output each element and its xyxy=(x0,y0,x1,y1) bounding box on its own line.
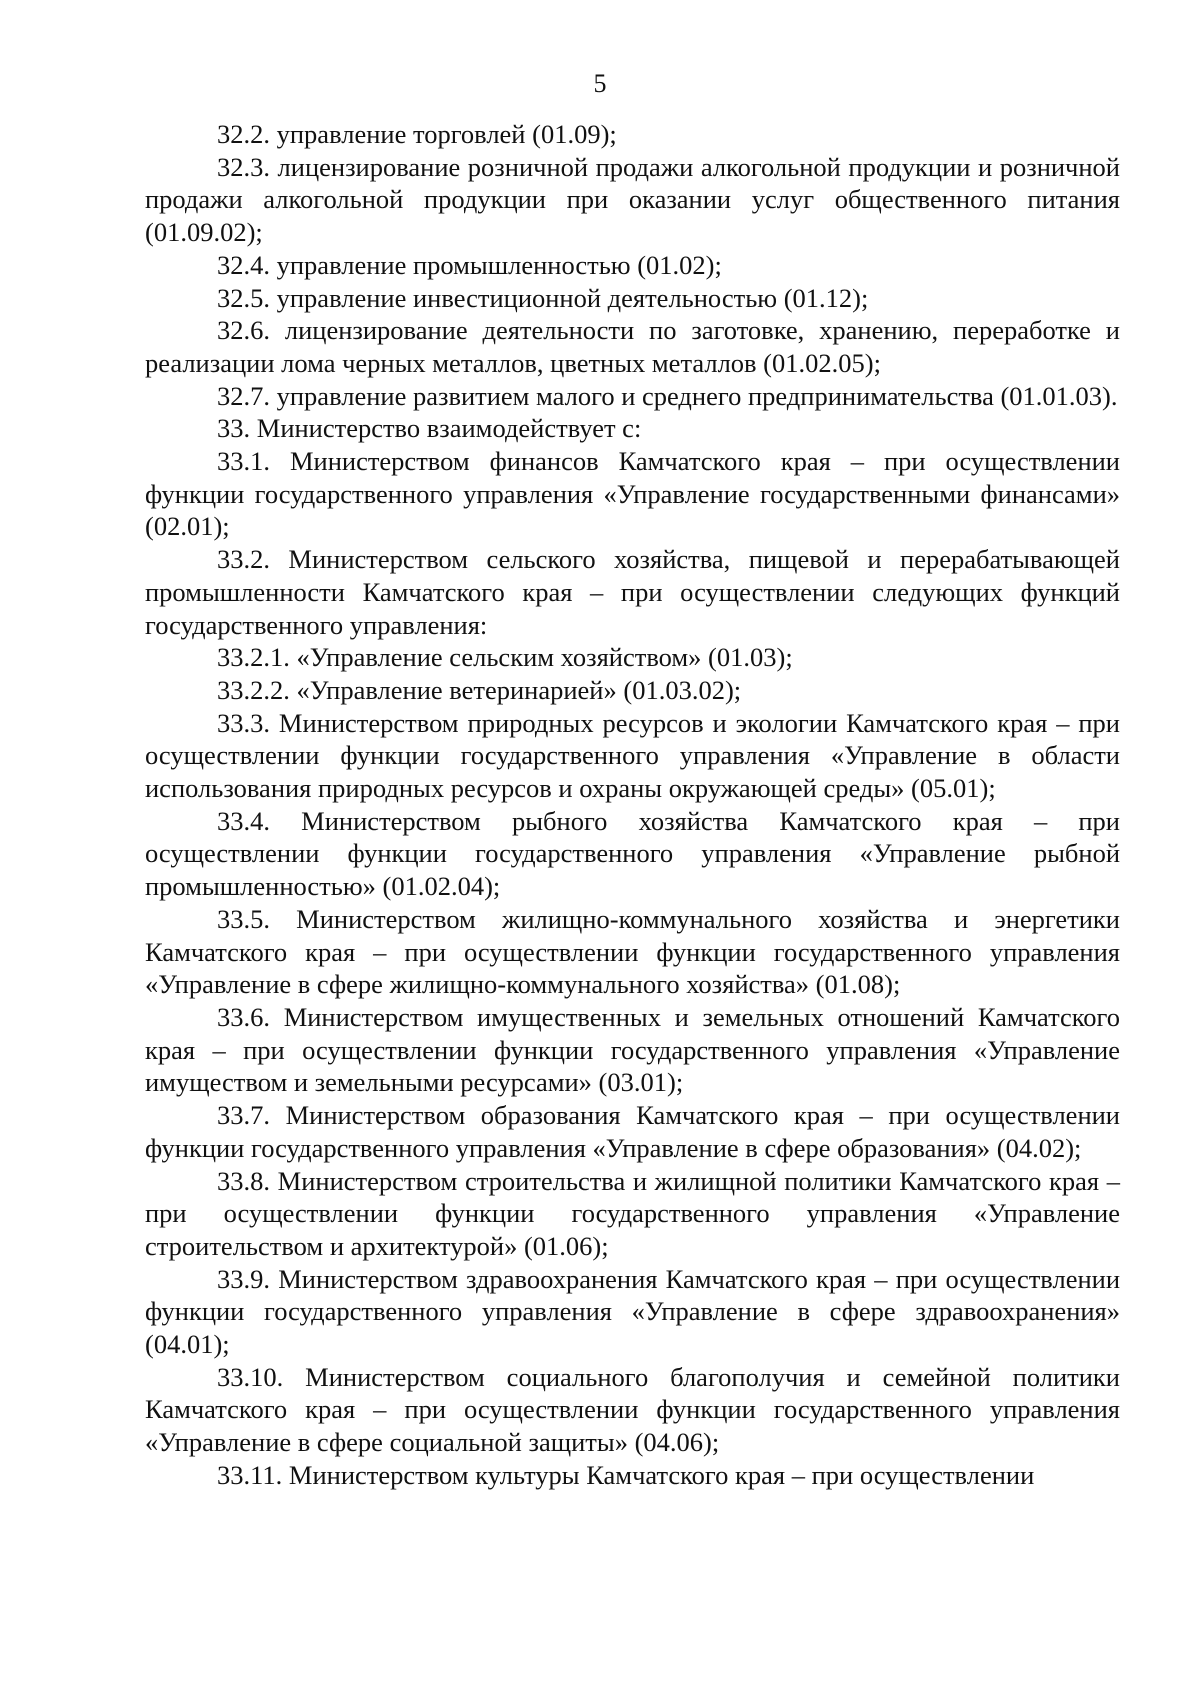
paragraph: 32.6. лицензирование деятельности по заготовке, хранению, переработке и реализации лома черных металлов, цветных металлов (01.02.05); xyxy=(145,315,1120,378)
paragraph: 33.1. Министерством финансов Камчатского края – при осуществлении функции государственного управления «Управление государственными финансами» (02.01); xyxy=(145,446,1120,542)
paragraph: 32.7. управление развитием малого и среднего предпринимательства (01.01.03). xyxy=(217,380,1118,411)
paragraph: 33.10. Министерством социального благополучия и семейной политики Камчатского края – при осуществлении функции государственного управления «Управление в сфере социальной защиты» (04.06); xyxy=(145,1361,1120,1458)
paragraph: 33.2. Министерством сельского хозяйства, пищевой и перерабатывающей промышленности Камчатского края – при осуществлении следующих функций государственного управления: xyxy=(145,544,1120,640)
paragraph: 33.7. Министерством образования Камчатского края – при осуществлении функции государственного управления «Управление в сфере образования» (04.02); xyxy=(145,1100,1120,1163)
paragraph: 33. Министерство взаимодействует с: xyxy=(217,413,642,444)
paragraph: 32.4. управление промышленностью (01.02); xyxy=(217,249,722,280)
paragraph: 33.2.1. «Управление сельским хозяйством» (01.03); xyxy=(217,642,793,673)
paragraph: 32.3. лицензирование розничной продажи алкогольной продукции и розничной продажи алкогольной продукции при оказании услуг общественного питания (01.09.02); xyxy=(145,151,1120,248)
paragraph: 33.6. Министерством имущественных и земельных отношений Камчатского края – при осуществлении функции государственного управления «Управление имуществом и земельными ресурсами» (03.01); xyxy=(145,1001,1120,1098)
paragraph: 33.11. Министерством культуры Камчатского края – при осуществлении xyxy=(217,1459,1035,1490)
paragraph: 32.5. управление инвестиционной деятельностью (01.12); xyxy=(217,282,869,313)
paragraph: 33.4. Министерством рыбного хозяйства Камчатского края – при осуществлении функции государственного управления «Управление рыбной промышленностью» (01.02.04); xyxy=(145,805,1120,902)
paragraph: 33.3. Министерством природных ресурсов и экологии Камчатского края – при осуществлении функции государственного управления «Управление в области использования природных ресурсов и охраны окружающей среды» (05.01); xyxy=(145,707,1120,804)
paragraph: 33.5. Министерством жилищно-коммунального хозяйства и энергетики Камчатского края – при осуществлении функции государственного управления «Управление в сфере жилищно-коммунального хозяйства» (01.08); xyxy=(145,903,1120,1000)
paragraph: 33.2.2. «Управление ветеринарией» (01.03.02); xyxy=(217,674,742,705)
page-number: 5 xyxy=(593,69,607,98)
paragraph: 33.8. Министерством строительства и жилищной политики Камчатского края – при осуществлении функции государственного управления «Управление строительством и архитектурой» (01.06); xyxy=(145,1165,1120,1261)
document-body xyxy=(145,118,1120,1492)
paragraph: 33.9. Министерством здравоохранения Камчатского края – при осуществлении функции государственного управления «Управление в сфере здравоохранения» (04.01); xyxy=(145,1263,1120,1360)
paragraph: 32.2. управление торговлей (01.09); xyxy=(217,119,617,149)
